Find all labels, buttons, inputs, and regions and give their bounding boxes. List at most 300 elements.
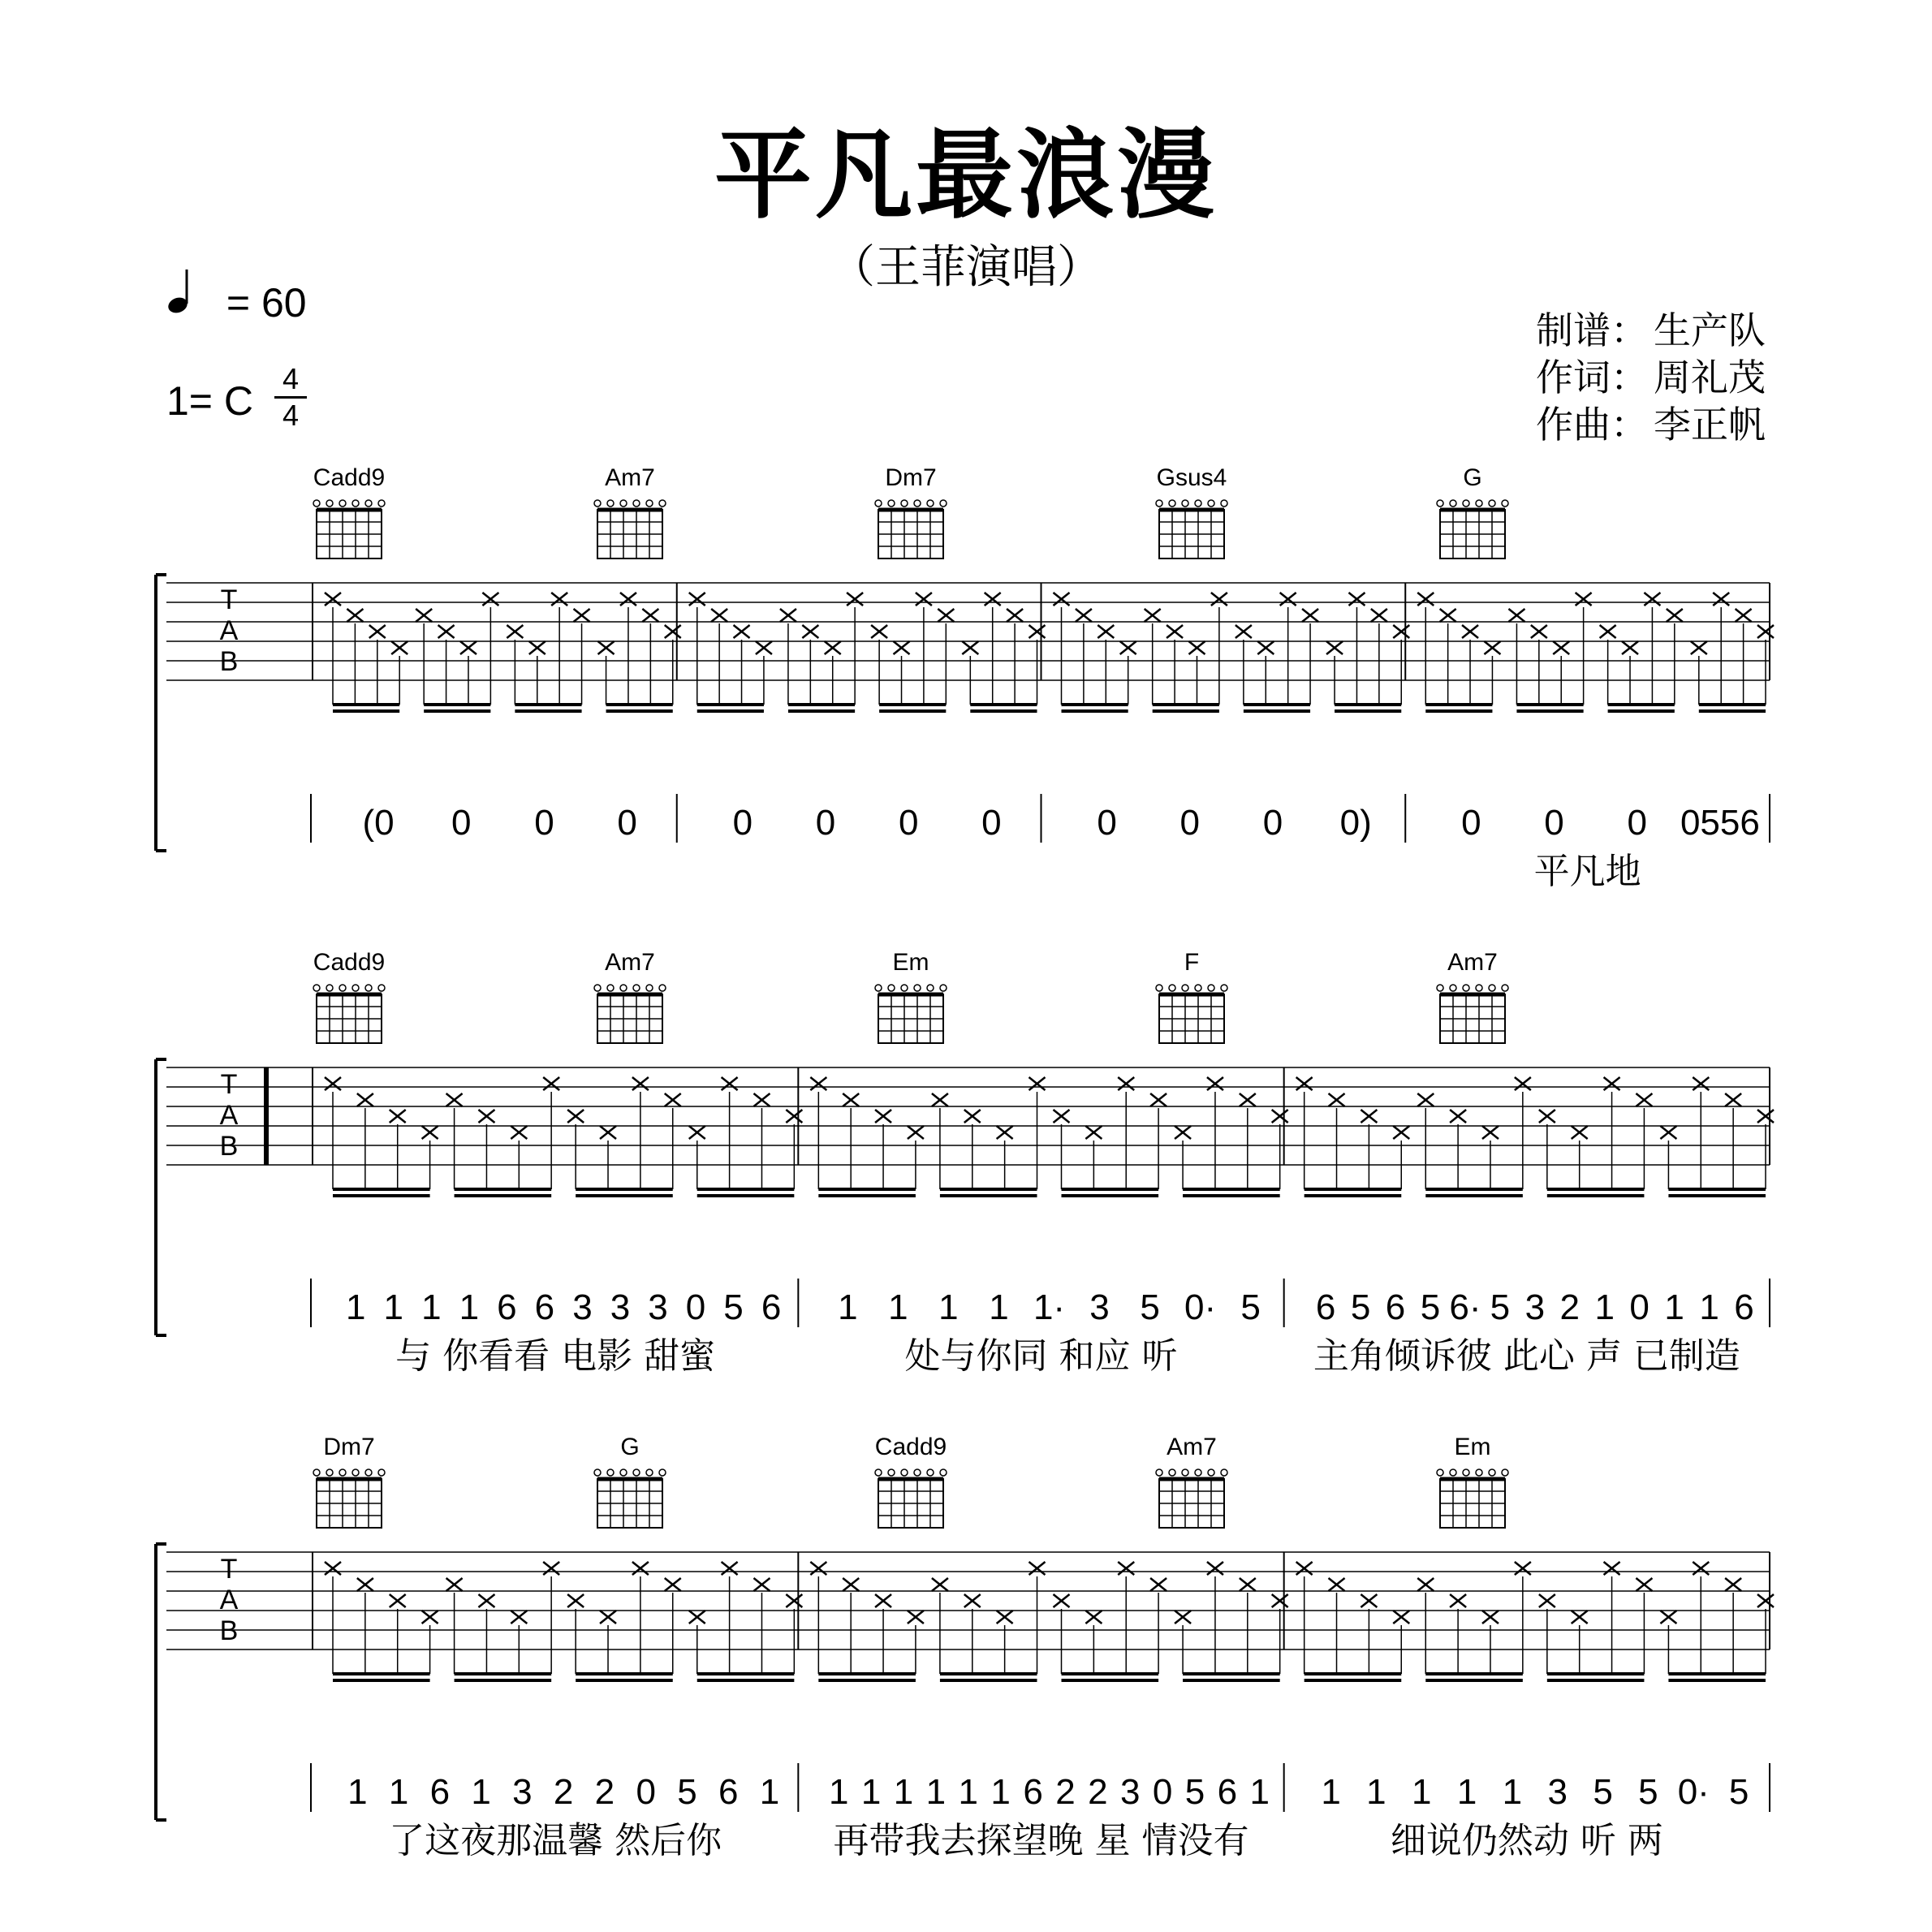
- system-3: [156, 1544, 1774, 1861]
- jianpu-note: 1: [893, 1772, 914, 1812]
- open-string-icon: [940, 1469, 947, 1476]
- tab-strum-x: [567, 1594, 584, 1607]
- chord-name: Am7: [605, 464, 655, 491]
- tab-strum-x: [810, 1562, 826, 1575]
- open-string-icon: [1463, 1469, 1469, 1476]
- tab-strum-x: [1482, 1126, 1499, 1139]
- open-string-icon: [1169, 1469, 1175, 1476]
- chord-name: F: [1184, 949, 1200, 976]
- tab-strum-x: [964, 1594, 981, 1607]
- jianpu-note: 5: [1140, 1287, 1160, 1327]
- tab-strum-x: [574, 609, 590, 622]
- open-string-icon: [1182, 500, 1188, 507]
- tab-strum-x: [598, 641, 615, 654]
- tab-strum-x: [894, 641, 910, 654]
- chord-grid-icon: [878, 1479, 943, 1528]
- open-string-icon: [378, 985, 385, 991]
- chord-diagram: [1437, 949, 1508, 1043]
- jianpu-note: 1: [888, 1287, 908, 1327]
- tab-strum-x: [1054, 1110, 1070, 1123]
- chord-diagram: [594, 949, 666, 1043]
- credit-composer: 作曲： 李正帆: [1536, 403, 1766, 446]
- tab-strum-x: [422, 1126, 438, 1139]
- chord-name: G: [620, 1434, 640, 1460]
- tab-strum-x: [325, 1077, 341, 1090]
- system-2: [156, 1059, 1774, 1377]
- open-string-icon: [620, 500, 627, 507]
- jianpu-note: 6·: [1449, 1287, 1481, 1327]
- tab-strum-x: [1240, 1093, 1256, 1106]
- jianpu-note: 6: [1385, 1287, 1406, 1327]
- tab-strum-x: [997, 1611, 1013, 1624]
- open-string-icon: [1208, 500, 1214, 507]
- tab-strum-x: [642, 609, 658, 622]
- tab-strum-x: [391, 641, 408, 654]
- tab-strum-x: [1272, 1594, 1288, 1607]
- open-string-icon: [901, 985, 908, 991]
- jianpu-note: (0: [362, 803, 395, 843]
- open-string-icon: [607, 500, 614, 507]
- time-signature: [274, 364, 307, 431]
- open-string-icon: [914, 500, 921, 507]
- jianpu-note: 1: [347, 1772, 368, 1812]
- open-string-icon: [633, 985, 640, 991]
- open-string-icon: [1437, 985, 1443, 991]
- jianpu-note: 1: [388, 1772, 409, 1812]
- tab-strum-x: [478, 1110, 494, 1123]
- open-string-icon: [1195, 500, 1201, 507]
- jianpu-note: 0: [898, 803, 919, 843]
- tab-strum-x: [1572, 1126, 1588, 1139]
- open-string-icon: [1450, 1469, 1456, 1476]
- jianpu-note: 5: [1638, 1772, 1658, 1812]
- tab-strum-x: [1725, 1578, 1741, 1591]
- jianpu-note: 1: [958, 1772, 979, 1812]
- lyric-line: 主角倾诉彼 此心 声 已制造: [1313, 1335, 1740, 1377]
- tab-strum-x: [600, 1126, 616, 1139]
- chord-name: G: [1463, 464, 1482, 491]
- jianpu-note: 3: [610, 1287, 631, 1327]
- tempo-marking: [166, 268, 307, 326]
- open-string-icon: [1182, 1469, 1188, 1476]
- tab-strum-x: [347, 609, 363, 622]
- open-string-icon: [378, 1469, 385, 1476]
- credit-arranger: 制谱： 生产队: [1536, 308, 1766, 352]
- jianpu-note: 2: [594, 1772, 615, 1812]
- chord-grid-icon: [878, 994, 943, 1043]
- tab-strum-x: [1539, 1594, 1555, 1607]
- tab-strum-x: [446, 1578, 463, 1591]
- tab-strum-x: [1757, 625, 1774, 638]
- tab-strum-x: [1150, 1578, 1167, 1591]
- tab-strum-x: [1622, 641, 1638, 654]
- chord-grid-icon: [317, 510, 382, 558]
- open-string-icon: [646, 985, 653, 991]
- chord-grid-icon: [597, 1479, 662, 1528]
- jianpu-note: 1: [925, 1772, 947, 1812]
- tab-strum-x: [1462, 625, 1478, 638]
- open-string-icon: [1437, 1469, 1443, 1476]
- jianpu-note: 1: [383, 1287, 404, 1327]
- tab-strum-x: [938, 609, 954, 622]
- tab-strum-x: [1371, 609, 1387, 622]
- open-string-icon: [633, 500, 640, 507]
- tab-strum-x: [460, 641, 477, 654]
- open-string-icon: [914, 985, 921, 991]
- tab-strum-x: [529, 641, 546, 654]
- open-string-icon: [352, 985, 359, 991]
- tab-strum-x: [1118, 1562, 1134, 1575]
- system-1: [156, 575, 1774, 892]
- jianpu-note: 1·: [1033, 1287, 1066, 1327]
- tab-strum-x: [843, 1578, 859, 1591]
- jianpu-note: 1: [989, 1287, 1009, 1327]
- jianpu-note: 6: [534, 1287, 555, 1327]
- chord-grid-icon: [1159, 1479, 1224, 1528]
- open-string-icon: [352, 1469, 359, 1476]
- tab-strum-x: [511, 1611, 527, 1624]
- chord-diagram: [875, 949, 947, 1043]
- chord-name: Dm7: [885, 464, 937, 491]
- tab-strum-x: [843, 1093, 859, 1106]
- tab-strum-x: [1636, 1093, 1652, 1106]
- jianpu-note: 1: [1249, 1772, 1270, 1812]
- tab-strum-x: [511, 1126, 527, 1139]
- chord-grid-icon: [317, 1479, 382, 1528]
- tab-strum-x: [1736, 609, 1752, 622]
- open-string-icon: [313, 500, 320, 507]
- chord-diagram: [1156, 949, 1227, 1043]
- open-string-icon: [659, 1469, 666, 1476]
- tab-strum-x: [1085, 1611, 1102, 1624]
- chord-diagram: [875, 464, 947, 558]
- tab-strum-x: [1757, 1594, 1774, 1607]
- tab-strum-x: [416, 609, 432, 622]
- open-string-icon: [594, 1469, 601, 1476]
- tab-strum-x: [1417, 593, 1434, 606]
- open-string-icon: [1476, 1469, 1482, 1476]
- tab-strum-x: [1240, 1578, 1256, 1591]
- open-string-icon: [940, 500, 947, 507]
- tab-strum-x: [875, 1594, 891, 1607]
- tab-strum-x: [390, 1594, 406, 1607]
- jianpu-note: 0): [1339, 803, 1372, 843]
- jianpu-note: 5: [723, 1287, 744, 1327]
- tab-strum-x: [753, 1578, 770, 1591]
- tab-strum-x: [825, 641, 841, 654]
- open-string-icon: [659, 985, 666, 991]
- open-string-icon: [1221, 985, 1227, 991]
- tab-strum-x: [711, 609, 727, 622]
- time-signature-bottom: 4: [282, 399, 300, 432]
- jianpu-note: 6: [1023, 1772, 1043, 1812]
- tab-strum-x: [1175, 1126, 1191, 1139]
- open-string-icon: [594, 985, 601, 991]
- open-string-icon: [1463, 985, 1469, 991]
- jianpu-note: 1: [459, 1287, 480, 1327]
- jianpu-note: 0·: [1677, 1772, 1710, 1812]
- credits: [1536, 307, 1766, 448]
- jianpu-note: 5: [1593, 1772, 1613, 1812]
- tab-strum-x: [1348, 593, 1365, 606]
- chord-name: Gsus4: [1156, 464, 1227, 491]
- tab-strum-x: [908, 1126, 924, 1139]
- jianpu-note: 0: [1629, 1287, 1650, 1327]
- jianpu-note: 6: [1315, 1287, 1336, 1327]
- jianpu-note: 0: [534, 803, 554, 843]
- chord-name: Dm7: [323, 1434, 375, 1460]
- jianpu-note: 0: [617, 803, 637, 843]
- chord-name: Em: [892, 949, 929, 976]
- song-title: 平凡最浪漫: [714, 119, 1218, 232]
- tab-strum-x: [1054, 1594, 1070, 1607]
- jianpu-note: 0: [1179, 803, 1201, 843]
- jianpu-note: 0: [1152, 1772, 1173, 1812]
- chord-diagram: [594, 464, 666, 558]
- tab-strum-x: [689, 593, 705, 606]
- open-string-icon: [313, 1469, 320, 1476]
- jianpu-note: 5: [1184, 1772, 1205, 1812]
- open-string-icon: [875, 500, 882, 507]
- tab-strum-x: [689, 1611, 705, 1624]
- chord-name: Am7: [605, 949, 655, 976]
- tab-strum-x: [964, 1110, 981, 1123]
- open-string-icon: [620, 1469, 627, 1476]
- chord-grid-icon: [1159, 510, 1224, 558]
- tab-strum-x: [478, 1594, 494, 1607]
- chord-diagram: [1437, 464, 1508, 558]
- jianpu-note: 0·: [1184, 1287, 1217, 1327]
- tab-strum-x: [1417, 1578, 1434, 1591]
- tab-strum-x: [1725, 1093, 1741, 1106]
- open-string-icon: [888, 500, 895, 507]
- tab-strum-x: [1393, 625, 1409, 638]
- lyric-line: 再带我去探望晚 星 情没有: [833, 1820, 1249, 1861]
- open-string-icon: [339, 500, 346, 507]
- tab-strum-x: [1450, 1110, 1466, 1123]
- tab-strum-x: [1296, 1562, 1313, 1575]
- tab-strum-x: [325, 593, 341, 606]
- chord-name: Am7: [1447, 949, 1498, 976]
- chord-grid-icon: [1159, 994, 1224, 1043]
- jianpu-note: 0: [815, 803, 836, 843]
- open-string-icon: [1502, 985, 1508, 991]
- open-string-icon: [1195, 1469, 1201, 1476]
- chord-diagram: [313, 464, 385, 558]
- open-string-icon: [875, 985, 882, 991]
- jianpu-note: 3: [648, 1287, 668, 1327]
- tab-strum-x: [756, 641, 772, 654]
- jianpu-note: 0: [451, 803, 472, 843]
- tab-strum-x: [1636, 1578, 1652, 1591]
- open-string-icon: [378, 500, 385, 507]
- tab-strum-x: [620, 593, 636, 606]
- tab-strum-x: [1576, 593, 1592, 606]
- open-string-icon: [901, 500, 908, 507]
- chord-grid-icon: [1440, 1479, 1505, 1528]
- key-signature: 1= C: [166, 378, 254, 424]
- jianpu-note: 6: [761, 1287, 782, 1327]
- tab-strum-x: [1120, 641, 1136, 654]
- chord-grid-icon: [878, 510, 943, 558]
- open-string-icon: [659, 500, 666, 507]
- jianpu-note: 0: [1461, 803, 1481, 843]
- tab-strum-x: [357, 1093, 373, 1106]
- tab-strum-x: [1029, 1077, 1046, 1090]
- jianpu-note: 2: [1559, 1287, 1581, 1327]
- tab-strum-x: [1604, 1077, 1620, 1090]
- jianpu-note: 2: [1088, 1772, 1108, 1812]
- jianpu-note: 0: [1097, 803, 1117, 843]
- tab-label-b: B: [219, 1615, 239, 1646]
- open-string-icon: [1489, 500, 1495, 507]
- tab-strum-x: [1118, 1077, 1134, 1090]
- open-string-icon: [1476, 500, 1482, 507]
- chord-grid-icon: [1440, 510, 1505, 558]
- tab-strum-x: [1361, 1594, 1377, 1607]
- tab-strum-x: [932, 1578, 948, 1591]
- tab-strum-x: [632, 1562, 649, 1575]
- tab-label-b: B: [219, 1131, 239, 1162]
- tab-strum-x: [1508, 609, 1524, 622]
- tab-strum-x: [1302, 609, 1318, 622]
- tab-strum-x: [369, 625, 386, 638]
- tab-strum-x: [1150, 1093, 1167, 1106]
- tab-strum-x: [482, 593, 498, 606]
- tab-strum-x: [1693, 1562, 1709, 1575]
- tab-strum-x: [1361, 1110, 1377, 1123]
- tab-label-a: A: [219, 1585, 239, 1615]
- open-string-icon: [365, 985, 372, 991]
- open-string-icon: [1437, 500, 1443, 507]
- open-string-icon: [1450, 985, 1456, 991]
- jianpu-note: 1: [1366, 1772, 1386, 1812]
- tab-strum-x: [1515, 1077, 1531, 1090]
- tab-strum-x: [1660, 1126, 1676, 1139]
- tab-strum-x: [1440, 609, 1456, 622]
- open-string-icon: [927, 985, 934, 991]
- credit-lyricist: 作词： 周礼茂: [1536, 356, 1766, 399]
- open-string-icon: [326, 500, 333, 507]
- tab-strum-x: [665, 625, 681, 638]
- tab-strum-x: [1211, 593, 1227, 606]
- jianpu-note: 6: [497, 1287, 517, 1327]
- open-string-icon: [1450, 500, 1456, 507]
- jianpu-note: 1: [990, 1772, 1011, 1812]
- jianpu-note: 6: [1734, 1287, 1754, 1327]
- open-string-icon: [352, 500, 359, 507]
- tab-strum-x: [722, 1562, 738, 1575]
- tab-strum-x: [753, 1093, 770, 1106]
- open-string-icon: [1169, 500, 1175, 507]
- chord-diagram: [875, 1434, 947, 1528]
- tab-strum-x: [665, 1578, 681, 1591]
- jianpu-note: 5: [1490, 1287, 1511, 1327]
- tab-strum-x: [1007, 609, 1023, 622]
- tab-strum-x: [1207, 1562, 1223, 1575]
- jianpu-note: 1: [1502, 1772, 1523, 1812]
- tab-strum-x: [1257, 641, 1274, 654]
- jianpu-note: 0: [981, 803, 1002, 843]
- jianpu-note: 1: [759, 1772, 780, 1812]
- tab-strum-x: [1693, 1077, 1709, 1090]
- tab-label-t: T: [220, 1554, 238, 1585]
- tab-strum-x: [507, 625, 523, 638]
- tab-strum-x: [1393, 1611, 1409, 1624]
- tab-strum-x: [1660, 1611, 1676, 1624]
- chord-diagram: [594, 1434, 666, 1528]
- open-string-icon: [607, 1469, 614, 1476]
- tab-strum-x: [689, 1126, 705, 1139]
- open-string-icon: [365, 500, 372, 507]
- jianpu-note: 1: [421, 1287, 442, 1327]
- jianpu-note: 1: [1664, 1287, 1684, 1327]
- tab-strum-x: [1600, 625, 1616, 638]
- tab-label-t: T: [220, 584, 238, 615]
- tab-strum-x: [1667, 609, 1683, 622]
- tab-strum-x: [908, 1611, 924, 1624]
- tab-strum-x: [1515, 1562, 1531, 1575]
- open-string-icon: [620, 985, 627, 991]
- chord-name: Cadd9: [874, 1434, 947, 1460]
- jianpu-note: 1: [838, 1287, 858, 1327]
- open-string-icon: [326, 1469, 333, 1476]
- tab-strum-x: [962, 641, 978, 654]
- open-string-icon: [888, 985, 895, 991]
- jianpu-note: 2: [1055, 1772, 1076, 1812]
- jianpu-note: 0: [1544, 803, 1564, 843]
- tab-strum-x: [600, 1611, 616, 1624]
- tab-strum-x: [1085, 1126, 1102, 1139]
- jianpu-note: 1: [938, 1287, 959, 1327]
- open-string-icon: [326, 985, 333, 991]
- chord-diagram: [1156, 1434, 1227, 1528]
- open-string-icon: [1502, 500, 1508, 507]
- tab-strum-x: [780, 609, 796, 622]
- chord-grid-icon: [317, 994, 382, 1043]
- open-string-icon: [1502, 1469, 1508, 1476]
- jianpu-note: 0: [732, 803, 753, 843]
- chord-diagram: [1437, 1434, 1508, 1528]
- tab-strum-x: [1296, 1077, 1313, 1090]
- tab-strum-x: [1393, 1126, 1409, 1139]
- tab-strum-x: [786, 1594, 802, 1607]
- tab-strum-x: [1644, 593, 1660, 606]
- tab-strum-x: [1098, 625, 1114, 638]
- open-string-icon: [646, 1469, 653, 1476]
- jianpu-note: 3: [512, 1772, 533, 1812]
- tab-strum-x: [985, 593, 1001, 606]
- open-string-icon: [1489, 1469, 1495, 1476]
- tab-strum-x: [810, 1077, 826, 1090]
- open-string-icon: [339, 1469, 346, 1476]
- open-string-icon: [594, 500, 601, 507]
- jianpu-note: 3: [1524, 1287, 1546, 1327]
- lyric-line: 与 你看看 电影 甜蜜: [395, 1335, 716, 1377]
- tab-strum-x: [1188, 641, 1205, 654]
- open-string-icon: [1208, 985, 1214, 991]
- jianpu-note: 1: [860, 1772, 882, 1812]
- chord-name: Em: [1454, 1434, 1491, 1460]
- tab-strum-x: [997, 1126, 1013, 1139]
- tab-strum-x: [871, 625, 887, 638]
- jianpu-note: 3: [1547, 1772, 1568, 1812]
- tab-label-t: T: [220, 1069, 238, 1100]
- jianpu-note: 1: [471, 1772, 491, 1812]
- tab-strum-x: [446, 1093, 463, 1106]
- jianpu-note: 1: [1594, 1287, 1615, 1327]
- song-subtitle: （王菲演唱）: [830, 241, 1102, 294]
